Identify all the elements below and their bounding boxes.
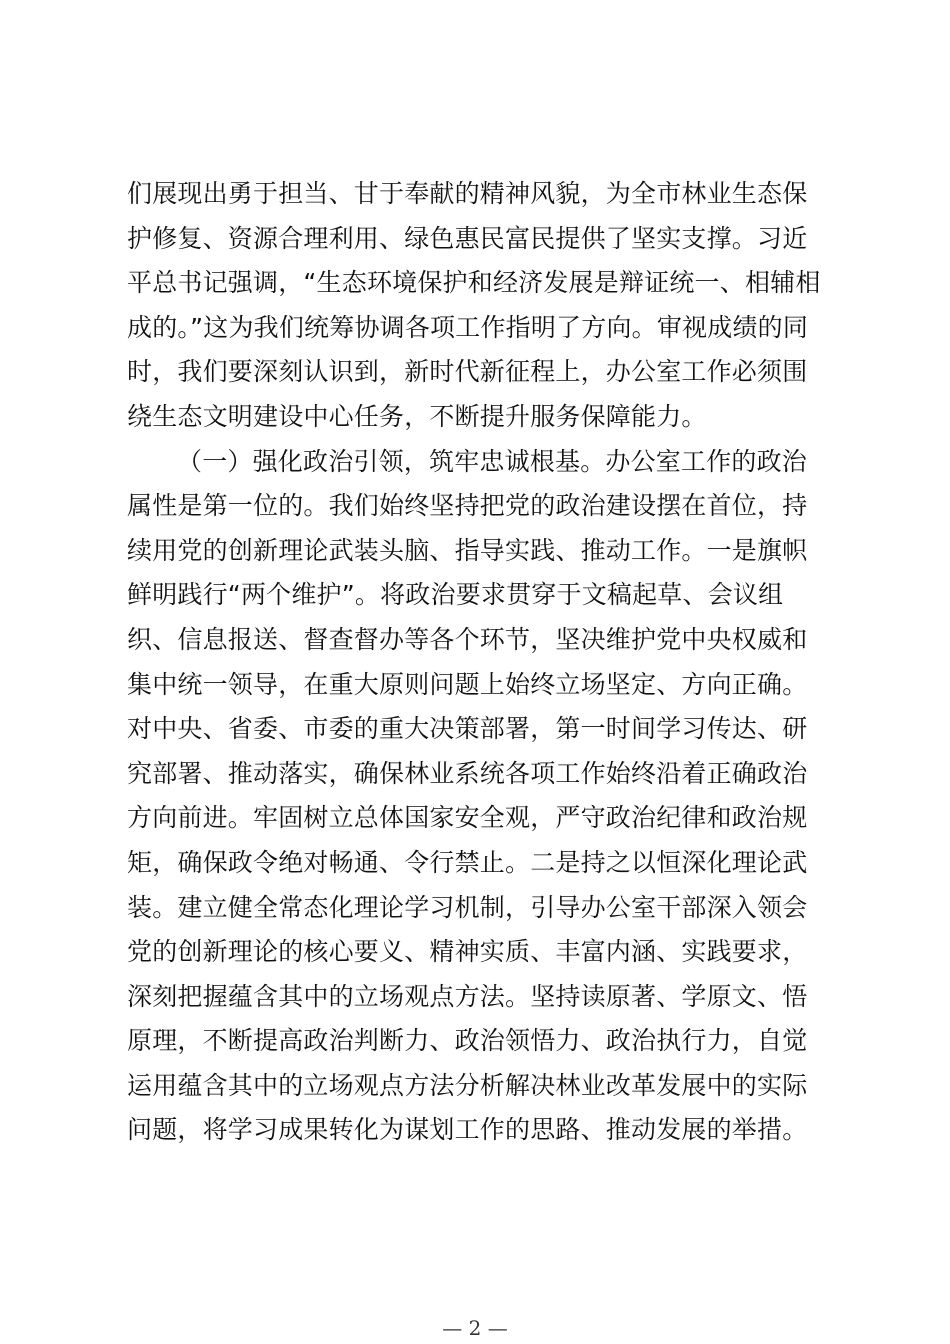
text-line: 深刻把握蕴含其中的立场观点方法。坚持读原著、学原文、悟 [127, 981, 808, 1011]
text-line: 成的。”这为我们统筹协调各项工作指明了方向。审视成绩的同 [127, 312, 809, 342]
page-number: — 2 — [442, 1316, 508, 1340]
text-line: 装。建立健全常态化理论学习机制，引导办公室干部深入领会 [127, 892, 808, 922]
text-line: 绕生态文明建设中心任务，不断提升服务保障能力。 [127, 401, 707, 431]
text-line: 原理，不断提高政治判断力、政治领悟力、政治执行力，自觉 [127, 1026, 808, 1056]
text-line: 织、信息报送、督查督办等各个环节，坚决维护党中央权威和 [127, 624, 808, 654]
text-line: 究部署、推动落实，确保林业系统各项工作始终沿着正确政治 [127, 758, 808, 788]
text-line: 属性是第一位的。我们始终坚持把党的政治建设摆在首位，持 [127, 491, 808, 521]
body-text [127, 172, 847, 1153]
text-line: 们展现出勇于担当、甘于奉献的精神风貌，为全市林业生态保 [127, 179, 808, 208]
text-line: 平总书记强调，“生态环境保护和经济发展是辩证统一、相辅相 [127, 268, 821, 298]
text-line: 集中统一领导，在重大原则问题上始终立场坚定、方向正确。 [127, 669, 808, 699]
text-line: 续用党的创新理论武装头脑、指导实践、推动工作。一是旗帜 [127, 535, 808, 565]
text-line: 鲜明践行“两个维护”。将政治要求贯穿于文稿起草、会议组 [127, 580, 784, 610]
text-line: 对中央、省委、市委的重大决策部署，第一时间学习传达、研 [127, 714, 808, 744]
text-line: 党的创新理论的核心要义、精神实质、丰富内涵、实践要求， [127, 937, 808, 967]
text-line: 时，我们要深刻认识到，新时代新征程上，办公室工作必须围 [127, 357, 808, 387]
section-heading-line: （一）强化政治引领，筑牢忠诚根基。办公室工作的政治 [177, 446, 808, 476]
text-line: 运用蕴含其中的立场观点方法分析解决林业改革发展中的实际 [127, 1070, 808, 1100]
text-line: 护修复、资源合理利用、绿色惠民富民提供了坚实支撑。习近 [127, 223, 808, 253]
text-line: 矩，确保政令绝对畅通、令行禁止。二是持之以恒深化理论武 [127, 847, 808, 877]
text-line: 方向前进。牢固树立总体国家安全观，严守政治纪律和政治规 [127, 803, 808, 833]
text-line: 问题，将学习成果转化为谋划工作的思路、推动发展的举措。 [127, 1115, 808, 1145]
